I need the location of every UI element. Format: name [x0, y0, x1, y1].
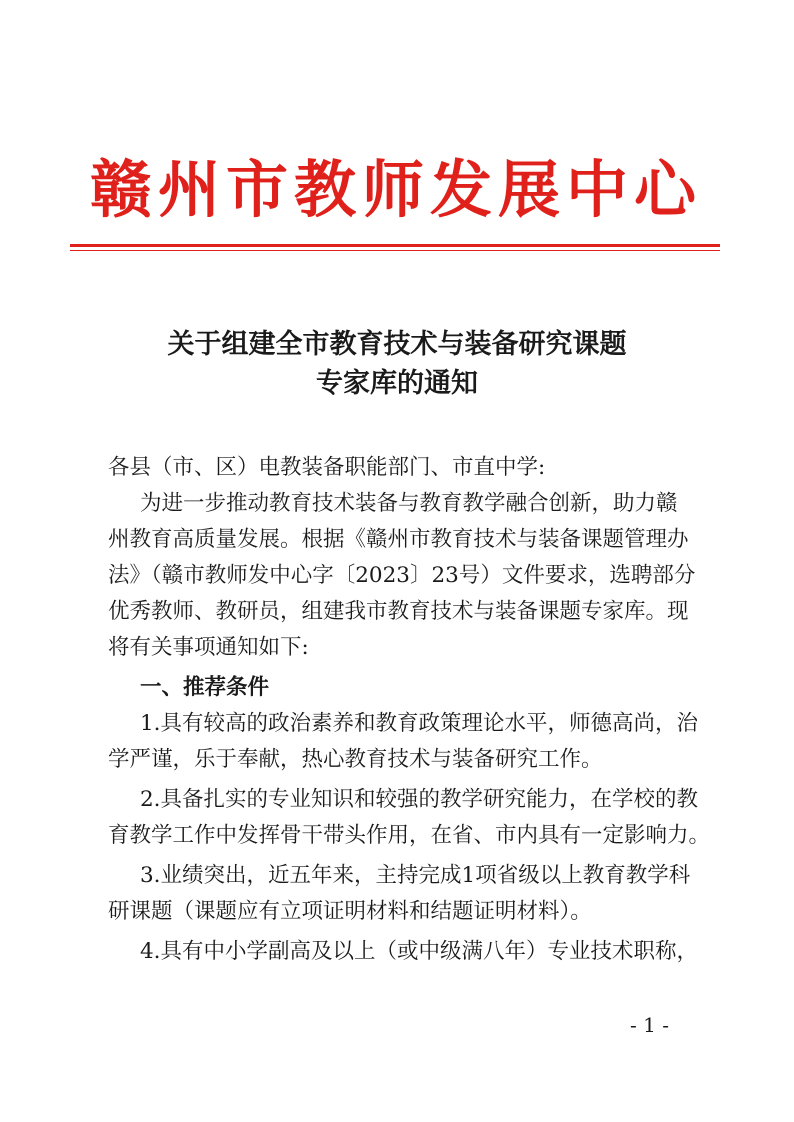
- condition-2-line-2: 育教学工作中发挥骨干带头作用，在省、市内具有一定影响力。: [108, 823, 711, 848]
- intro-line-4: 优秀教师、教研员，组建我市教育技术与装备课题专家库。现: [108, 599, 689, 624]
- intro-line-1: 为进一步推动教育技术装备与教育教学融合创新，助力赣: [140, 491, 678, 516]
- section-1-heading: 一、推荐条件: [140, 675, 270, 700]
- condition-3-line-2: 研课题（课题应有立项证明材料和结题证明材料）。: [108, 899, 592, 924]
- masthead-rule-thick: [70, 244, 720, 247]
- page-number: - 1 -: [630, 1013, 669, 1037]
- condition-4-line-1: 4.具有中小学副高及以上（或中级满八年）专业技术职称，: [140, 939, 699, 964]
- condition-1-line-2: 学严谨，乐于奉献，热心教育技术与装备研究工作。: [108, 747, 603, 772]
- salutation: 各县（市、区）电教装备职能部门、市直中学:: [108, 455, 546, 480]
- issuer-masthead: 赣州市教师发展中心: [90, 153, 703, 226]
- notice-title-line-1: 关于组建全市教育技术与装备研究课题: [167, 329, 627, 360]
- intro-line-2: 州教育高质量发展。根据《赣州市教育技术与装备课题管理办: [108, 527, 689, 552]
- intro-line-5: 将有关事项通知如下:: [108, 635, 309, 660]
- condition-3-line-1: 3.业绩突出，近五年来，主持完成1项省级以上教育教学科: [140, 863, 691, 888]
- condition-2-line-1: 2.具备扎实的专业知识和较强的教学研究能力，在学校的教: [140, 787, 699, 812]
- condition-1-line-1: 1.具有较高的政治素养和教育政策理论水平，师德高尚，治: [140, 711, 699, 736]
- masthead-rule-thin: [70, 250, 720, 251]
- intro-line-3: 法》（赣市教师发中心字〔2023〕23号）文件要求，选聘部分: [108, 563, 696, 588]
- notice-title-line-2: 专家库的通知: [316, 368, 478, 399]
